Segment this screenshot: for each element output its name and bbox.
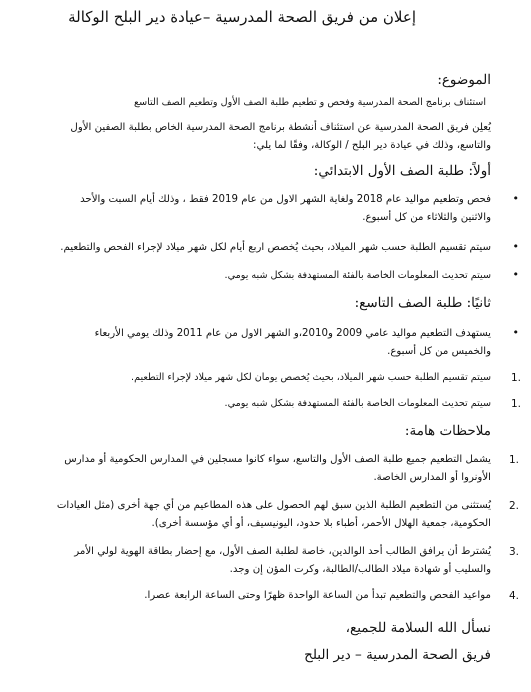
bullet-icon: • [512,240,519,253]
section-heading: أولاً: طلبة الصف الأول الابتدائي: [313,163,491,179]
note-line: يشمل التطعيم جميع طلبة الصف الأول والتاسع، سواء كانوا مسجلين في المدارس الحكومية أو مدارس [64,454,491,465]
item-number: 1. [510,398,521,410]
document-title: إعلان من فريق الصحة المدرسية –عيادة دير البلح الوكالة [68,8,416,26]
subject-label: الموضوع: [437,72,491,88]
note-line: يُشترط أن يرافق الطالب أحد الوالدين، خاصة لطلبة الصف الأول، مع إحضار بطاقة الهوية لولي الأمر [74,546,491,557]
subject-text: استئناف برنامج الصحة المدرسية وفحص و تطعيم طلبة الصف الأول وتطعيم الصف التاسع [133,97,486,108]
section-heading: ثانيًا: طلبة الصف التاسع: [354,295,491,311]
intro-line: والتاسع، وذلك في عيادة دير البلح / الوكالة، وفقًا لما يلي: [253,140,491,151]
list-item: فحص وتطعيم مواليد عام 2018 ولغاية الشهر الاول من عام 2019 فقط ، وذلك أيام السبت والأحد [80,194,491,205]
closing-text: نسأل الله السلامة للجميع، [345,620,491,636]
note-number: 4. [508,590,519,602]
bullet-icon: • [512,268,519,281]
signature: فريق الصحة المدرسية – دير البلح [304,647,491,663]
note-number: 3. [508,546,519,558]
list-item: والخميس من كل أسبوع. [387,346,491,357]
list-item: والاثنين والثلاثاء من كل أسبوع. [362,212,491,223]
note-line: والسليب أو شهادة ميلاد الطالب/الطالبة، وكرت المؤن إن وجد. [229,564,491,575]
list-item: سيتم تحديث المعلومات الخاصة بالفئة المستهدفة بشكل شبه يومي. [224,398,491,409]
list-item: سيتم تقسيم الطلبة حسب شهر الميلاد، بحيث يُخصص اربع أيام لكل شهر ميلاد لإجراء الفحص والتطعيم. [60,242,491,253]
bullet-icon: • [512,192,519,205]
note-line: الأونروا أو المدارس الخاصة. [373,472,491,483]
notes-heading: ملاحظات هامة: [404,423,491,439]
note-line: مواعيد الفحص والتطعيم تبدأ من الساعة الواحدة ظهرًا وحتى الساعة الرابعة عصرا. [144,590,491,601]
list-item: سيتم تقسيم الطلبة حسب شهر الميلاد، بحيث يُخصص يومان لكل شهر ميلاد لإجراء التطعيم. [131,372,491,383]
list-item: يستهدف التطعيم مواليد عامي 2009 و2010،و الشهر الاول من عام 2011 وذلك يومي الأربعاء [94,328,491,339]
item-number: 1. [510,372,521,384]
note-line: الحكومية، جمعية الهلال الأحمر، أطباء بلا حدود، اليونيسيف، أو أي مؤسسة أخرى). [151,518,491,529]
note-line: يُستثنى من التطعيم الطلبة الذين سبق لهم الحصول على هذه المطاعيم من أي جهة أخرى (مثل العيادات [56,500,491,511]
note-number: 1. [508,454,519,466]
note-number: 2. [508,500,519,512]
list-item: سيتم تحديث المعلومات الخاصة بالفئة المستهدفة بشكل شبه يومي. [224,270,491,281]
intro-line: يُعلِن فريق الصحة المدرسية عن استئناف أنشطة برنامج الصحة المدرسية الخاص بطلبة الصفين الأول [70,122,491,133]
bullet-icon: • [512,326,519,339]
